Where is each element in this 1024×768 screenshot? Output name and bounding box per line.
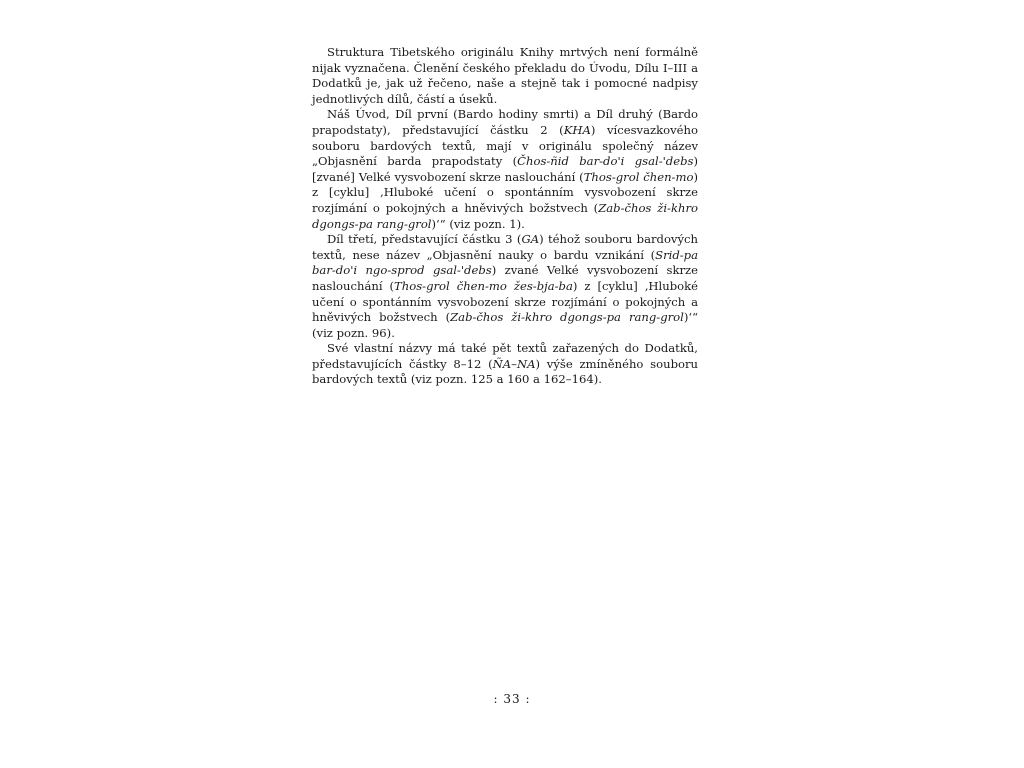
paragraph-2	[312, 107, 698, 232]
text-run: Díl třetí, představující částku 3 (	[327, 232, 522, 247]
paragraph-1	[312, 45, 698, 107]
text-run: ) téhož souboru bardových textů, nese název „Objasnění nauky o bardu vznikání (	[312, 232, 698, 262]
text-run: ) z [cyklu] ‚Hluboké učení o spontánním vysvobození skrze rozjímání o pokojných a hněvivých božstvech (	[312, 169, 698, 215]
text-run: Své vlastní názvy má také pět textů zařazených do Dodatků, představujících částky 8–12 (	[312, 341, 698, 371]
paragraph-4	[312, 341, 698, 388]
paragraph-3	[312, 232, 698, 341]
italic-term: Čhos-ñid bar-do'i gsal-'debs	[517, 154, 694, 169]
italic-term: Srid-pa bar-do'i ngo-sprod gsal-'debs	[312, 247, 698, 278]
page-number: : 33 :	[493, 692, 531, 706]
italic-term: Thos-grol čhen-mo	[583, 169, 694, 184]
text-run: ) [zvané] Velké vysvobození skrze naslouchání (	[312, 154, 698, 184]
italic-term: Zab-čhos ži-khro dgongs-pa rang-grol	[312, 200, 698, 231]
italic-term: ÑA–NA	[492, 356, 536, 371]
text-run: ) zvané Velké vysvobození skrze naslouchání (	[312, 263, 699, 293]
text-run: ) z [cyklu] ‚Hluboké učení o spontánním vysvobození skrze rozjímání o pokojných a hněvivých božstvech (	[312, 278, 698, 325]
text-run: )‘“ (viz pozn. 1).	[431, 216, 525, 231]
text-run: Náš Úvod, Díl první (Bardo hodiny smrti) a Díl druhý (Bardo prapodstaty), představující částku 2 (	[312, 107, 698, 137]
text-run: ) vícesvazkového souboru bardových textů, mají v originálu společný název „Objasnění barda prapodstaty (	[312, 122, 698, 169]
text-run: )‘“ (viz pozn. 96).	[312, 310, 698, 340]
italic-term: GA	[521, 232, 540, 247]
text-run: Struktura Tibetského originálu Knihy mrtvých není formálně nijak vyznačena. Členění českého překladu do Úvodu, Dílu I–III a Dodatků je, jak už řečeno, naše a stejně tak i pomocné nadpisy jednotlivých dílů, částí a úseků.	[312, 45, 698, 106]
italic-term: Zab-čhos ži-khro dgongs-pa rang-grol	[450, 310, 684, 325]
italic-term: KHA	[563, 122, 591, 137]
text-run: ) výše zmíněného souboru bardových textů (viz pozn. 125 a 160 a 162–164).	[312, 356, 698, 387]
italic-term: Thos-grol čhen-mo žes-bja-ba	[394, 278, 573, 293]
body-text	[312, 45, 698, 388]
